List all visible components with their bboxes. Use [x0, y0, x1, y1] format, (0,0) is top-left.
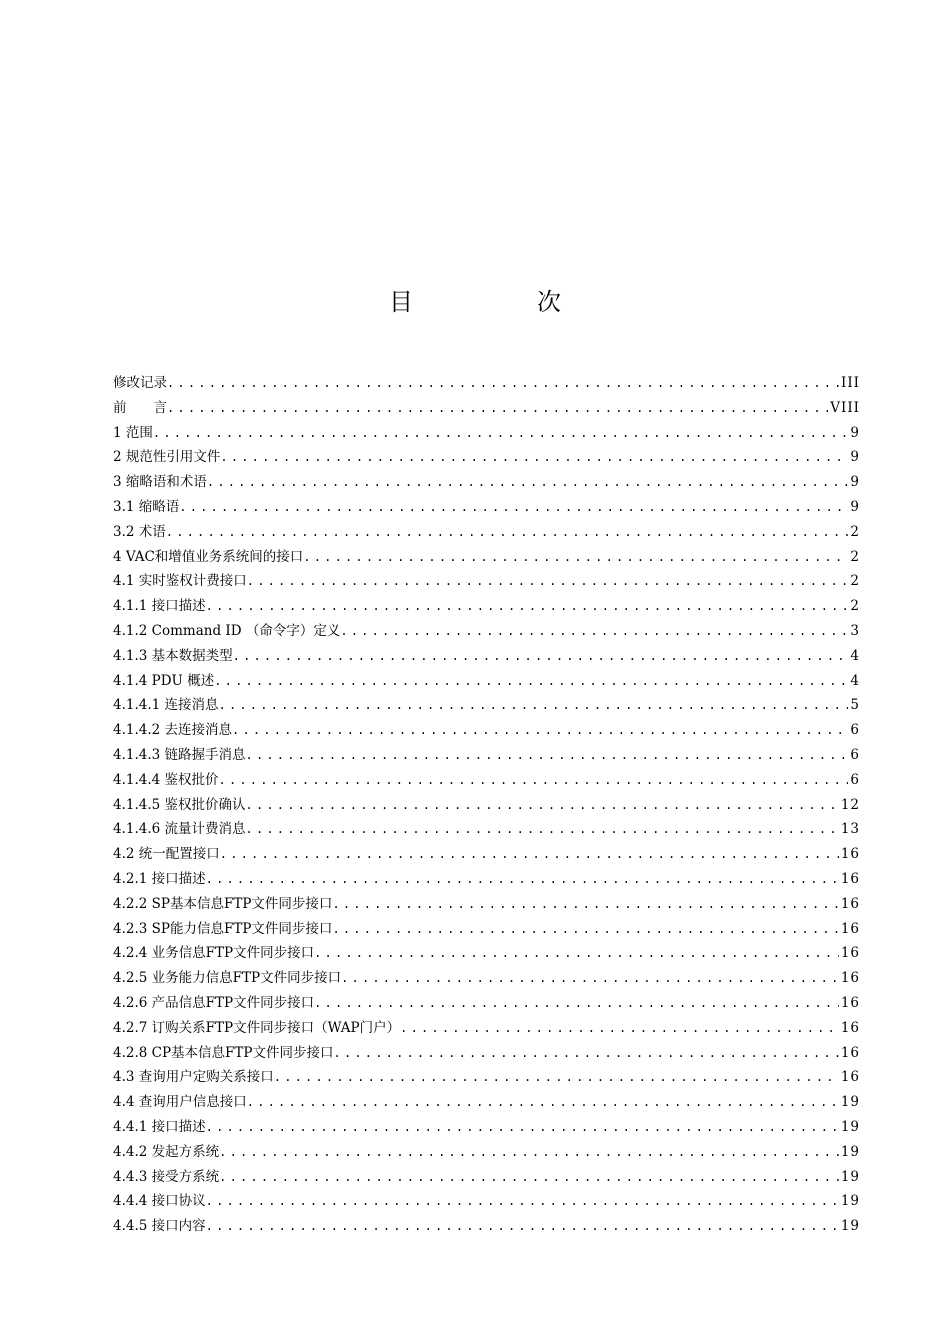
toc-entry[interactable]	[113, 545, 860, 570]
toc-entry[interactable]	[113, 1214, 860, 1239]
toc-entry-page-number: 6	[850, 771, 860, 788]
toc-dot-leader	[247, 569, 849, 594]
toc-entry[interactable]	[113, 793, 860, 818]
toc-entry[interactable]	[113, 1090, 860, 1115]
toc-entry[interactable]	[113, 768, 860, 793]
toc-dot-leader	[206, 1214, 839, 1239]
toc-entry-label: 4.4.1 接口描述	[113, 1118, 206, 1135]
toc-dot-leader	[341, 966, 839, 991]
toc-dot-leader	[246, 743, 849, 768]
toc-entry-page-number: III	[841, 375, 860, 391]
toc-entry-label: 4.2.8 CP基本信息FTP文件同步接口	[113, 1044, 334, 1061]
toc-dot-leader	[274, 1065, 839, 1090]
toc-entry-label: 4.1.4 PDU 概述	[113, 672, 215, 689]
toc-entry[interactable]	[113, 892, 860, 917]
toc-entry-label: 前 言	[113, 399, 167, 416]
toc-entry[interactable]	[113, 991, 860, 1016]
toc-entry[interactable]	[113, 619, 860, 644]
toc-dot-leader	[247, 1090, 839, 1115]
toc-entry-label: 4.4.2 发起方系统	[113, 1143, 220, 1160]
toc-entry[interactable]	[113, 941, 860, 966]
toc-entry[interactable]	[113, 445, 860, 470]
toc-entry-label: 4.2.5 业务能力信息FTP文件同步接口	[113, 970, 342, 987]
toc-entry[interactable]	[113, 371, 860, 396]
toc-entry-label: 4.1.4.6 流量计费消息	[113, 821, 246, 838]
toc-dot-leader	[214, 669, 848, 694]
toc-entry-page-number: 16	[840, 945, 860, 962]
toc-entry[interactable]	[113, 743, 860, 768]
toc-dot-leader	[220, 445, 848, 470]
toc-entry[interactable]	[113, 396, 860, 421]
toc-dot-leader	[334, 1041, 839, 1066]
toc-entry-page-number: 16	[840, 870, 860, 887]
toc-entry-page-number: 4	[850, 647, 860, 664]
toc-entry-label: 4.2.1 接口描述	[113, 870, 206, 887]
toc-dot-leader	[206, 1189, 839, 1214]
toc-entry-page-number: 19	[840, 1094, 860, 1111]
toc-entry-label: 3.2 术语	[113, 523, 166, 540]
toc-dot-leader	[332, 917, 838, 942]
table-of-contents	[113, 371, 860, 1239]
toc-entry[interactable]	[113, 421, 860, 446]
toc-entry-page-number: 16	[840, 970, 860, 987]
toc-dot-leader	[303, 545, 848, 570]
toc-entry-page-number: 16	[840, 895, 860, 912]
toc-entry-label: 1 范围	[113, 424, 153, 441]
toc-dot-leader	[219, 693, 849, 718]
toc-entry-label: 4.2.4 业务信息FTP文件同步接口	[113, 945, 315, 962]
toc-dot-leader	[206, 867, 839, 892]
toc-entry[interactable]	[113, 495, 860, 520]
toc-entry-page-number: 16	[840, 846, 860, 863]
toc-dot-leader	[332, 892, 838, 917]
toc-entry-label: 4.4 查询用户信息接口	[113, 1094, 247, 1111]
toc-entry-label: 4.1.1 接口描述	[113, 598, 206, 615]
toc-entry-page-number: 2	[850, 598, 860, 615]
toc-entry-page-number: 3	[850, 622, 860, 639]
toc-entry[interactable]	[113, 842, 860, 867]
toc-entry[interactable]	[113, 594, 860, 619]
toc-entry-label: 4.1.3 基本数据类型	[113, 647, 233, 664]
toc-entry-page-number: VIII	[830, 399, 860, 416]
toc-entry[interactable]	[113, 917, 860, 942]
toc-dot-leader	[166, 520, 849, 545]
toc-entry-page-number: 16	[840, 1019, 860, 1036]
toc-entry[interactable]	[113, 569, 860, 594]
toc-entry-label: 4.1.4.5 鉴权批价确认	[113, 796, 246, 813]
toc-dot-leader	[153, 421, 849, 446]
toc-entry-page-number: 6	[850, 722, 860, 739]
toc-entry[interactable]	[113, 520, 860, 545]
toc-entry-page-number: 19	[840, 1143, 860, 1160]
toc-entry-label: 4.3 查询用户定购关系接口	[113, 1069, 274, 1086]
toc-entry[interactable]	[113, 718, 860, 743]
toc-dot-leader	[179, 495, 848, 520]
toc-entry-label: 2 规范性引用文件	[113, 449, 221, 466]
toc-entry-page-number: 2	[850, 548, 860, 565]
toc-dot-leader	[206, 1115, 839, 1140]
toc-entry-label: 4.4.3 接受方系统	[113, 1168, 220, 1185]
toc-entry-page-number: 19	[840, 1118, 860, 1135]
toc-dot-leader	[340, 619, 848, 644]
toc-entry-page-number: 6	[850, 746, 860, 763]
toc-entry[interactable]	[113, 1016, 860, 1041]
toc-entry-page-number: 16	[840, 920, 860, 937]
toc-entry-page-number: 9	[850, 449, 860, 466]
toc-entry[interactable]	[113, 1065, 860, 1090]
toc-entry-page-number: 9	[850, 498, 860, 515]
toc-entry-page-number: 16	[840, 1044, 860, 1061]
toc-entry-page-number: 2	[850, 573, 860, 590]
toc-entry[interactable]	[113, 693, 860, 718]
toc-dot-leader	[167, 396, 828, 421]
toc-entry-page-number: 9	[850, 474, 860, 491]
toc-entry-label: 4.2.7 订购关系FTP文件同步接口（WAP门户）	[113, 1019, 401, 1036]
toc-entry[interactable]	[113, 644, 860, 669]
toc-entry-page-number: 4	[850, 672, 860, 689]
toc-dot-leader	[400, 1016, 839, 1041]
toc-dot-leader	[219, 1140, 839, 1165]
toc-entry-label: 修改记录	[113, 375, 167, 391]
toc-entry-label: 3.1 缩略语	[113, 498, 180, 515]
toc-dot-leader	[219, 768, 849, 793]
toc-entry-label: 4.4.4 接口协议	[113, 1193, 206, 1210]
toc-dot-leader	[206, 594, 849, 619]
toc-entry-label: 4 VAC和增值业务系统间的接口	[113, 548, 304, 565]
toc-entry-label: 4.4.5 接口内容	[113, 1218, 206, 1235]
toc-dot-leader	[232, 718, 848, 743]
toc-entry[interactable]	[113, 470, 860, 495]
toc-entry-page-number: 2	[850, 523, 860, 540]
page-title: 目 次	[389, 288, 611, 316]
toc-entry[interactable]	[113, 1189, 860, 1214]
toc-dot-leader	[246, 817, 839, 842]
toc-dot-leader	[219, 1165, 839, 1190]
toc-entry[interactable]	[113, 1165, 860, 1190]
toc-entry-page-number: 12	[840, 796, 860, 813]
toc-dot-leader	[233, 644, 849, 669]
toc-dot-leader	[167, 371, 839, 396]
toc-entry-label: 4.1.2 Command ID （命令字）定义	[113, 622, 341, 639]
toc-entry-page-number: 9	[850, 424, 860, 441]
toc-dot-leader	[246, 793, 839, 818]
toc-entry-label: 4.1.4.1 连接消息	[113, 697, 219, 714]
toc-entry[interactable]	[113, 1115, 860, 1140]
toc-entry-page-number: 19	[840, 1193, 860, 1210]
toc-entry-page-number: 19	[840, 1218, 860, 1235]
toc-entry[interactable]	[113, 817, 860, 842]
toc-entry[interactable]	[113, 1041, 860, 1066]
toc-entry-label: 4.2.6 产品信息FTP文件同步接口	[113, 994, 315, 1011]
toc-entry[interactable]	[113, 966, 860, 991]
toc-entry[interactable]	[113, 669, 860, 694]
toc-entry-page-number: 16	[840, 1069, 860, 1086]
toc-entry-page-number: 5	[850, 697, 860, 714]
toc-entry-label: 3 缩略语和术语	[113, 474, 207, 491]
toc-entry-label: 4.2 统一配置接口	[113, 846, 220, 863]
toc-entry-label: 4.1 实时鉴权计费接口	[113, 573, 247, 590]
toc-entry-label: 4.1.4.2 去连接消息	[113, 722, 233, 739]
toc-dot-leader	[314, 941, 839, 966]
toc-dot-leader	[207, 470, 849, 495]
toc-entry-label: 4.2.3 SP能力信息FTP文件同步接口	[113, 920, 333, 937]
toc-entry[interactable]	[113, 867, 860, 892]
toc-dot-leader	[314, 991, 839, 1016]
toc-entry-label: 4.2.2 SP基本信息FTP文件同步接口	[113, 895, 333, 912]
toc-entry-page-number: 19	[840, 1168, 860, 1185]
toc-entry-label: 4.1.4.3 链路握手消息	[113, 746, 246, 763]
toc-dot-leader	[220, 842, 839, 867]
toc-entry-page-number: 13	[840, 821, 860, 838]
toc-entry-label: 4.1.4.4 鉴权批价	[113, 771, 219, 788]
toc-entry[interactable]	[113, 1140, 860, 1165]
toc-entry-page-number: 16	[840, 994, 860, 1011]
